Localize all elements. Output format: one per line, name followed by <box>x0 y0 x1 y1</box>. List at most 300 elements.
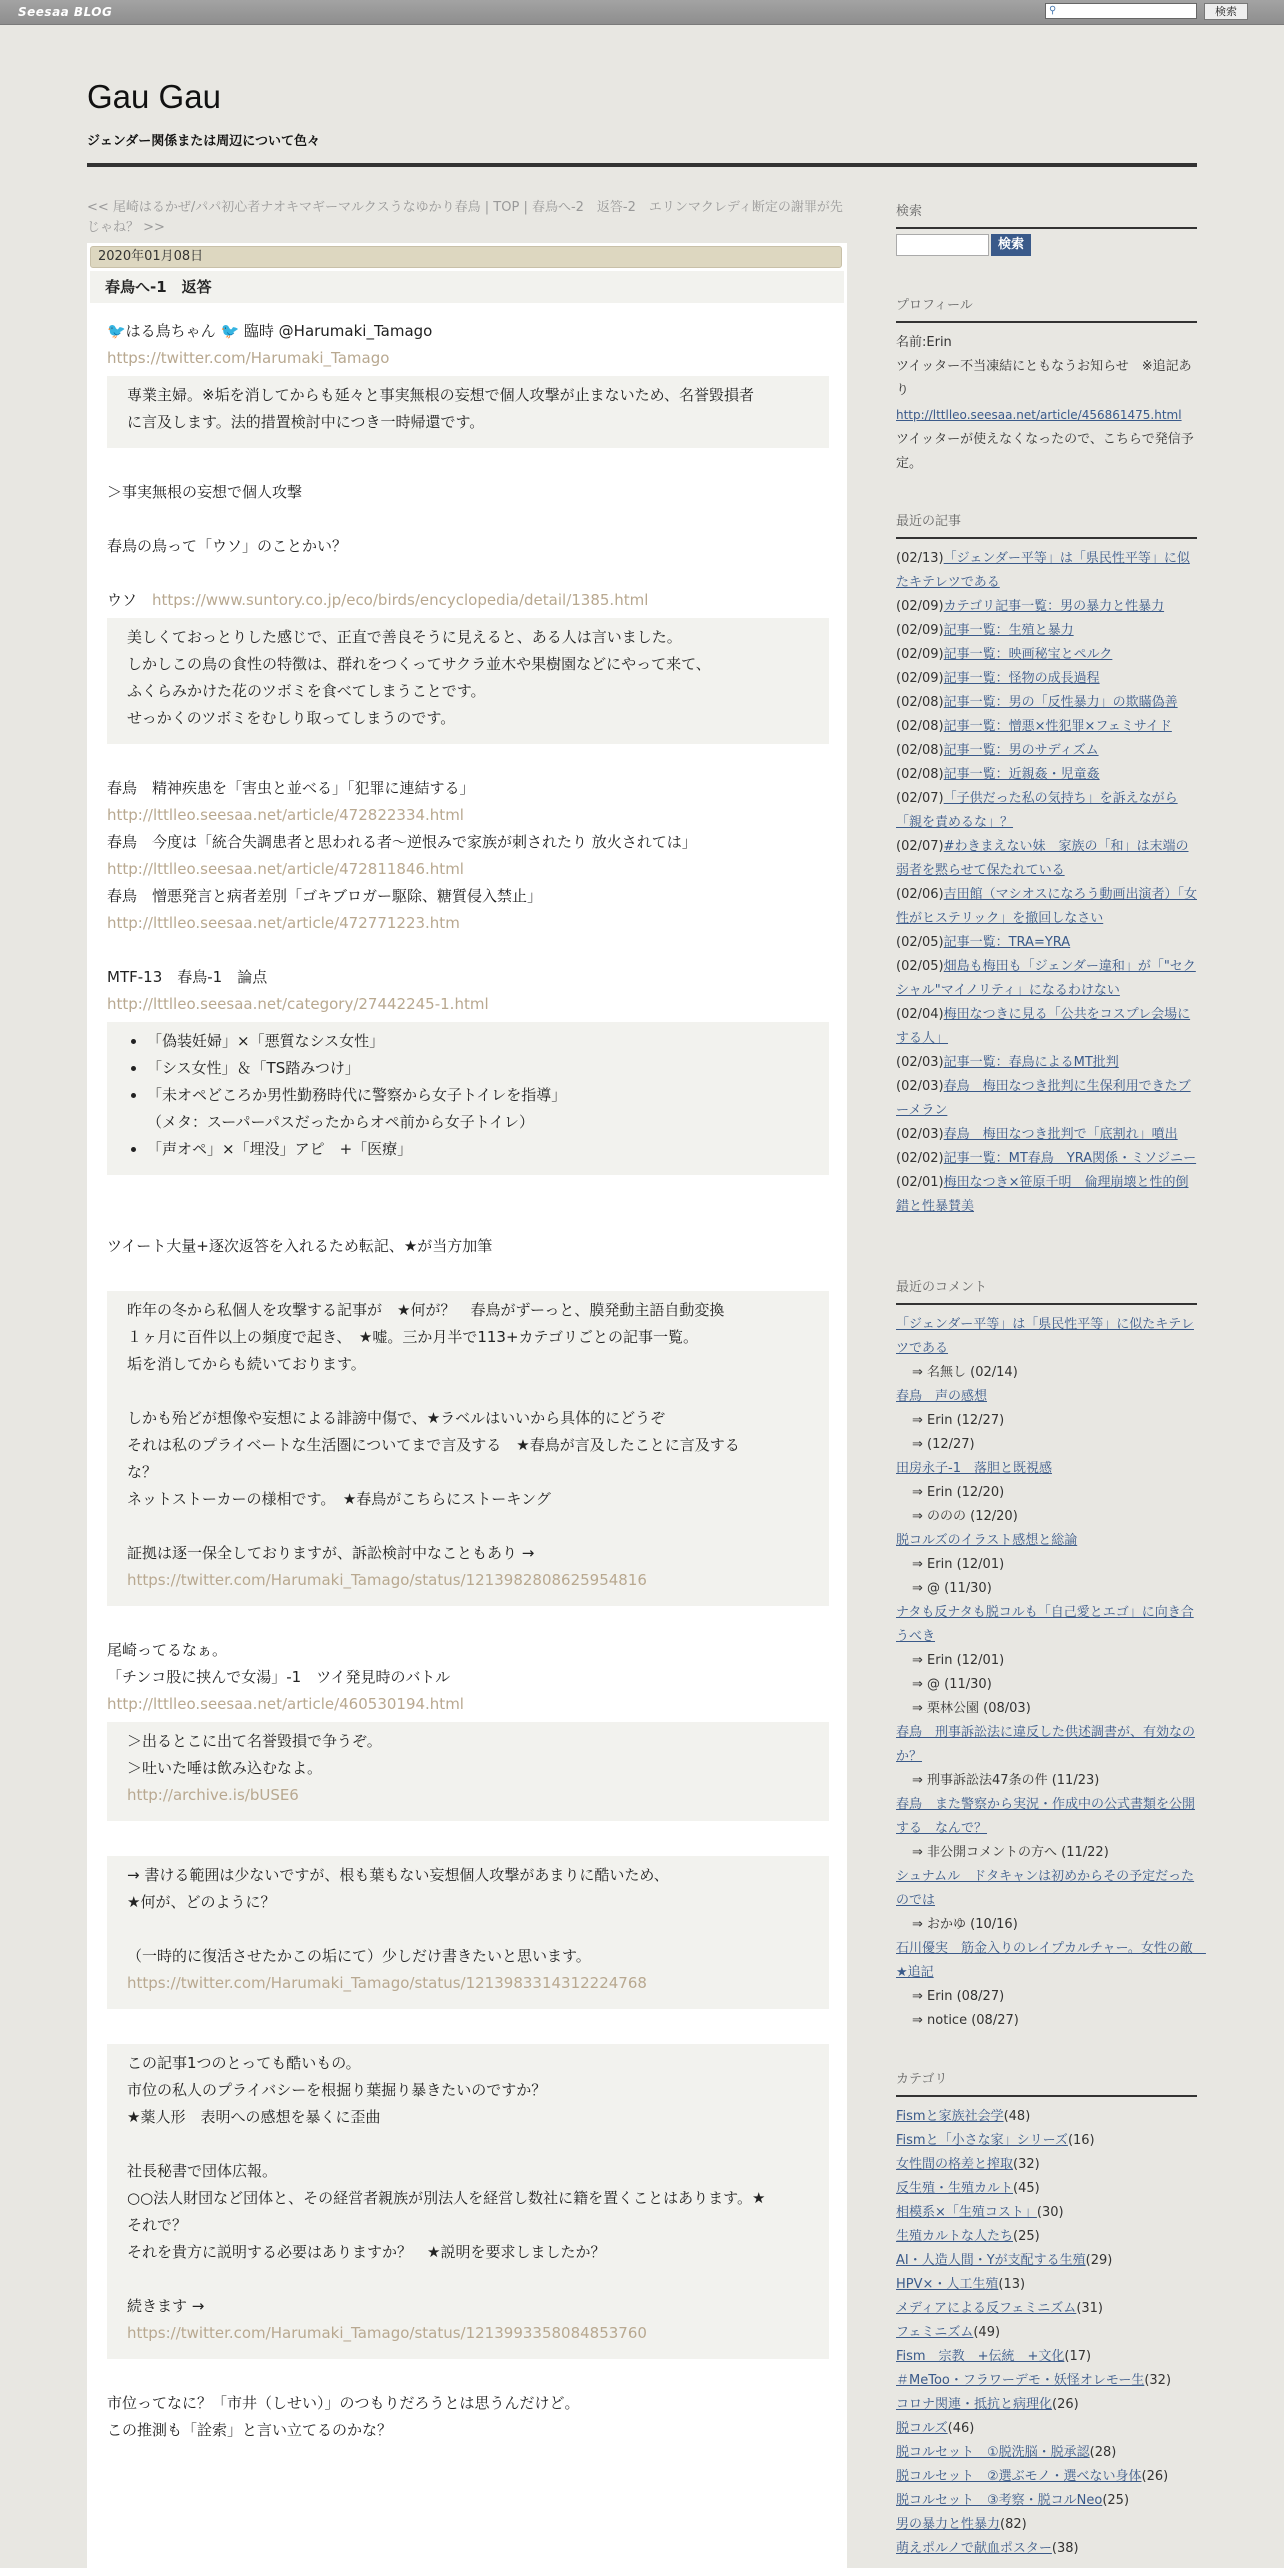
category-link[interactable]: 萌えポルノで献血ポスター <box>896 2541 1052 2556</box>
recent-post-link[interactable]: #わきまえない妹 家族の「和」は末端の弱者を黙らせて保たれている <box>896 839 1189 878</box>
category-count: (49) <box>973 2325 1001 2340</box>
text-line <box>127 624 809 651</box>
blockquote <box>107 376 829 448</box>
category-item <box>896 2441 1197 2465</box>
text-line <box>107 2390 829 2417</box>
text-line <box>107 1233 829 1260</box>
line-text: 春鳥の鳥って「ウソ」のことかい？ <box>107 537 348 555</box>
category-item <box>896 2177 1197 2201</box>
url-text[interactable]: http://lttlleo.seesaa.net/article/472771223.htm <box>107 914 460 932</box>
text-line <box>127 2266 809 2293</box>
comment-entry[interactable]: ⇒ (12/27) <box>912 1437 975 1452</box>
text-line <box>127 2050 809 2077</box>
line-text <box>127 1382 132 1400</box>
recent-post-item <box>896 787 1197 835</box>
line-text: ○○法人財団など団体と、その経営者親族が別法人を経営し数社に籍を置くことはあります。★ <box>127 2189 766 2207</box>
category-count: (29) <box>1085 2253 1113 2268</box>
comment-post-link[interactable]: シュナムル ドタキャンは初めからその予定だったのでは <box>896 1869 1195 1908</box>
line-text: 市位ってなに？「市井（しせい）」のつもりだろうとは思うんだけど。 <box>107 2394 580 2412</box>
species-link[interactable]: https://www.suntory.co.jp/eco/birds/encyclopedia/detail/1385.html <box>152 591 649 609</box>
recent-post-item <box>896 667 1197 691</box>
line-text: 春鳥 精神疾患を「害虫と並べる」「犯罪に連結する」 <box>107 779 475 797</box>
comment-post-link[interactable]: 石川優実 筋金入りのレイプカルチャー。女性の敵 ★追記 <box>896 1941 1206 1980</box>
category-item <box>896 2417 1197 2441</box>
url-text[interactable]: http://archive.is/bUSE6 <box>127 1786 299 1804</box>
recent-post-item <box>896 715 1197 739</box>
line-text <box>127 2135 132 2153</box>
recent-post-link[interactable]: 記事一覧：MT春鳥 YRA関係・ミソジニー <box>943 1151 1197 1166</box>
text-line <box>127 1916 809 1943</box>
quote-list <box>107 1022 829 1175</box>
topbar-search-button[interactable]: 検索 <box>1204 3 1248 20</box>
blank-line <box>107 1825 829 1852</box>
category-item <box>896 2129 1197 2153</box>
list-item: • 「シス女性」＆「TS踏みつけ」 <box>147 1055 809 1082</box>
category-count: (25) <box>1102 2493 1130 2508</box>
text-line <box>107 2417 829 2444</box>
recent-post-item <box>896 1003 1197 1051</box>
paragraph <box>107 1233 829 1260</box>
recent-post-link[interactable]: 梅田なつき×笹原千明 倫理崩壊と性的倒錯と性暴賛美 <box>896 1175 1189 1214</box>
recent-post-date: (02/02) <box>896 1151 944 1166</box>
sidebar-recent-comments <box>896 1276 1206 2033</box>
line-text: 昨年の冬から私個人を攻撃する記事が ★何が？ 春鳥がずーっと、膜発動主語自動変換 <box>127 1301 725 1319</box>
recent-post-link[interactable]: 記事一覧：男の「反性暴力」の欺瞞偽善 <box>943 695 1178 710</box>
link-url[interactable] <box>127 2320 809 2347</box>
link-url[interactable] <box>107 910 829 937</box>
text-line <box>127 1432 809 1459</box>
line-text: １ヶ月に百件以上の頻度で起き、 ★嘘。三か月半で113+カテゴリごとの記事一覧。 <box>127 1328 698 1346</box>
text-line <box>107 1637 829 1664</box>
paragraph <box>107 775 829 937</box>
url-text[interactable]: http://lttlleo.seesaa.net/article/460530194.html <box>107 1695 464 1713</box>
paragraph <box>107 479 829 506</box>
comment-entry[interactable]: ⇒ @ (11/30) <box>912 1581 992 1596</box>
line-text: しかも殆どが想像や妄想による誹謗中傷で、★ラベルはいいから具体的にどうぞ <box>127 1409 666 1427</box>
category-item <box>896 2201 1197 2225</box>
category-link[interactable]: HPV×・人工生殖 <box>896 2277 999 2292</box>
recent-post-item <box>896 619 1197 643</box>
recent-post-date: (02/08) <box>896 767 944 782</box>
line-text: 春鳥 憎悪発言と病者差別「ゴキブロガー駆除、糖質侵入禁止」 <box>107 887 543 905</box>
recent-post-item <box>896 739 1197 763</box>
recent-post-date: (02/09) <box>896 647 944 662</box>
bullet-list <box>127 1028 809 1163</box>
recent-post-date: (02/13) <box>896 551 944 566</box>
category-link[interactable]: 反生殖・生殖カルト <box>896 2181 1014 2196</box>
comment-entry[interactable]: ⇒ Erin (12/01) <box>912 1653 1005 1668</box>
category-link[interactable]: ＃MeToo・フラワーデモ・妖怪オレモー生 <box>896 2373 1145 2388</box>
text-line <box>107 587 829 614</box>
text-line <box>127 1378 809 1405</box>
line-text: それは私のプライベートな生活圏についてまで言及する ★春鳥が言及したことに言及する <box>127 1436 740 1454</box>
sidebar-search-section <box>896 200 1197 237</box>
text-line <box>127 409 809 436</box>
blank-line <box>107 748 829 775</box>
text-line <box>127 1889 809 1916</box>
category-link[interactable]: 脱コルセット ②選ぶモノ・選べない身体 <box>896 2469 1142 2484</box>
recent-post-date: (02/08) <box>896 743 944 758</box>
recent-post-date: (02/03) <box>896 1055 944 1070</box>
seesaa-blog-logo[interactable]: Seesaa BLOG <box>18 5 113 19</box>
blog-description: ジェンダー関係または周辺について色々 <box>87 134 320 149</box>
category-count: (13) <box>998 2277 1026 2292</box>
recent-post-link[interactable]: 記事一覧：映画秘宝とペルク <box>943 647 1113 662</box>
recent-post-link[interactable]: 春鳥 梅田なつき批判に生保利用できたブーメラン <box>896 1079 1191 1118</box>
text-line <box>107 318 829 345</box>
blank-line <box>107 1179 829 1206</box>
text-line <box>127 678 809 705</box>
category-link[interactable]: Fismと家族社会学 <box>896 2109 1004 2124</box>
text-line <box>127 2158 809 2185</box>
category-count: (31) <box>1076 2301 1103 2316</box>
blank-line <box>107 1260 829 1287</box>
line-text: ＞吐いた唾は飲み込むなよ。 <box>127 1759 323 1777</box>
category-item <box>896 2489 1197 2513</box>
link-url[interactable] <box>107 1691 829 1718</box>
category-count: (16) <box>1067 2133 1095 2148</box>
text-line <box>127 2077 809 2104</box>
text-line <box>127 2104 809 2131</box>
text-line <box>127 1862 809 1889</box>
blockquote <box>107 618 829 744</box>
profile-notice: ツイッター不当凍結にともなうお知らせ ※追記あり <box>896 359 1192 398</box>
article <box>87 243 847 2568</box>
text-line <box>107 775 829 802</box>
comment-entry[interactable]: ⇒ 非公開コメントの方へ (11/22) <box>912 1845 1109 1860</box>
sidebar-profile <box>896 294 1197 476</box>
line-text: 専業主婦。※垢を消してからも延々と事実無根の妄想で個人攻撃が止まないため、名誉毀損者 <box>127 386 754 404</box>
category-item <box>896 2345 1197 2369</box>
comment-post-link[interactable]: 春鳥 刑事訴訟法に違反した供述調書が、有効なのか？ <box>896 1725 1196 1764</box>
url-text[interactable]: https://twitter.com/Harumaki_Tamago/status/1213983314312224768 <box>127 1974 647 1992</box>
comment-entry[interactable]: ⇒ 栗林公園 (08/03) <box>912 1701 1031 1716</box>
comment-entry[interactable]: ⇒ 名無し (02/14) <box>912 1365 1018 1380</box>
url-text[interactable]: http://lttlleo.seesaa.net/article/472811846.html <box>107 860 464 878</box>
topbar-search-input[interactable] <box>1045 3 1197 19</box>
sidebar-search-title: 検索 <box>896 200 1197 229</box>
category-link[interactable]: 男の暴力と性暴力 <box>896 2517 1001 2532</box>
comment-entry[interactable]: ⇒ ののの (12/20) <box>912 1509 1018 1524</box>
recent-comments-title: 最近のコメント <box>896 1276 1197 1305</box>
recent-post-date: (02/09) <box>896 599 944 614</box>
category-item <box>896 2105 1197 2129</box>
post-navigation <box>87 198 847 238</box>
text-line <box>127 1728 809 1755</box>
comment-entry[interactable]: ⇒ 刑事訴訟法47条の件 (11/23) <box>912 1773 1100 1788</box>
recent-post-item <box>896 763 1197 787</box>
line-text: せっかくのツボミをむしり取ってしまうのです。 <box>127 709 456 727</box>
recent-post-item <box>896 835 1197 883</box>
category-count: (26) <box>1052 2397 1079 2412</box>
text-line <box>127 1486 809 1513</box>
line-text: この推測も「詮索」と言い立てるのかな？ <box>107 2421 393 2439</box>
line-text: MTF-13 春鳥-1 論点 <box>107 968 268 986</box>
sidebar-categories <box>896 2068 1197 2561</box>
recent-post-date: (02/05) <box>896 959 944 974</box>
link-url[interactable] <box>107 991 829 1018</box>
recent-post-link[interactable]: 「ジェンダー平等」は「県民性平等」に似たキテレツである <box>896 551 1190 590</box>
line-text: ウソ <box>107 591 153 609</box>
recent-post-link[interactable]: 記事一覧：憎悪×性犯罪×フェミサイド <box>943 719 1172 734</box>
recent-post-link[interactable]: 記事一覧：男のサディズム <box>943 743 1099 758</box>
line-text: 尾崎ってるなぁ。 <box>107 1641 228 1659</box>
category-count: (30) <box>1036 2205 1064 2220</box>
sidebar-recent-posts <box>896 510 1197 1219</box>
recent-post-link[interactable]: 「子供だった私の気持ち」を訴えながら「親を責めるな」？ <box>896 791 1178 830</box>
category-count: (38) <box>1051 2541 1079 2556</box>
category-item <box>896 2249 1197 2273</box>
blockquote <box>107 1722 829 1821</box>
recent-post-link[interactable]: 記事一覧：怪物の成長過程 <box>943 671 1100 686</box>
category-link[interactable]: フェミニズム <box>896 2325 974 2340</box>
recent-post-item <box>896 883 1197 931</box>
comment-entry[interactable]: ⇒ Erin (12/27) <box>912 1413 1005 1428</box>
comment-post-link[interactable]: ナタも反ナタも脱コルも「自己愛とエゴ」に向き合うべき <box>896 1605 1194 1644</box>
sidebar-search-input[interactable] <box>896 234 989 256</box>
comment-entry[interactable]: ⇒ Erin (12/01) <box>912 1557 1005 1572</box>
category-item <box>896 2225 1197 2249</box>
comment-post-link[interactable]: 春鳥 また警察から実況・作成中の公式書類を公開する なんで？ <box>896 1797 1196 1836</box>
category-link[interactable]: 相模系×「生殖コスト」 <box>896 2205 1037 2220</box>
recent-post-date: (02/08) <box>896 719 944 734</box>
text-line <box>127 1297 809 1324</box>
category-link[interactable]: メディアによる反フェミニズム <box>896 2301 1077 2316</box>
category-count: (82) <box>1000 2517 1027 2532</box>
recent-post-link[interactable]: 梅田なつきに見る「公共をコスプレ会場にする人」 <box>896 1007 1191 1046</box>
line-text: ★薬人形 表明への感想を暴くに歪曲 <box>127 2108 381 2126</box>
search-icon: ⚲ <box>1049 5 1057 16</box>
text-line <box>127 1324 809 1351</box>
profile-link[interactable]: http://lttlleo.seesaa.net/article/456861475.html <box>896 408 1182 422</box>
text-line <box>107 479 829 506</box>
recent-post-item <box>896 691 1197 715</box>
comment-entry[interactable]: ⇒ おかゆ (10/16) <box>912 1917 1018 1932</box>
line-text: それを貴方に説明する必要はありますか？ ★説明を要求しましたか？ <box>127 2243 606 2261</box>
category-item <box>896 2297 1197 2321</box>
text-line <box>107 829 829 856</box>
text-line <box>107 964 829 991</box>
link-url[interactable] <box>107 856 829 883</box>
category-item <box>896 2513 1197 2537</box>
category-count: (26) <box>1141 2469 1169 2484</box>
line-text: 証拠は逐一保全しておりますが、訴訟検討中なこともあり → <box>127 1544 535 1562</box>
url-text[interactable]: https://twitter.com/Harumaki_Tamago <box>107 349 390 367</box>
category-link[interactable]: Fism 宗教 +伝統 +文化 <box>896 2349 1065 2364</box>
category-link[interactable]: 生殖カルトな人たち <box>896 2229 1014 2244</box>
line-text: → 書ける範囲は少ないですが、根も葉もない妄想個人攻撃があまりに酷いため、 <box>127 1866 669 1884</box>
line-text: 春鳥 今度は「統合失調患者と思われる者～逆恨みで家族が刺されたり 放火されては」 <box>107 833 697 851</box>
recent-post-date: (02/09) <box>896 671 944 686</box>
url-text[interactable]: http://lttlleo.seesaa.net/article/472822334.html <box>107 806 464 824</box>
recent-post-item <box>896 955 1197 1003</box>
seesaa-topbar <box>0 0 1284 25</box>
text-line <box>107 1664 829 1691</box>
text-line <box>127 1513 809 1540</box>
text-line <box>127 1755 809 1782</box>
comment-post-link[interactable]: 春鳥 声の感想 <box>896 1389 988 1404</box>
category-link[interactable]: 女性間の格差と搾取 <box>896 2157 1014 2172</box>
recent-post-date: (02/03) <box>896 1127 944 1142</box>
categories-title: カテゴリ <box>896 2068 1197 2097</box>
blog-title[interactable]: Gau Gau <box>87 78 221 115</box>
post-title[interactable]: 春鳥へ-1 返答 <box>90 271 844 303</box>
recent-post-link[interactable]: 吉田館（マシオスになろう動画出演者）「女性がヒステリック」を撤回しなさい <box>896 887 1197 926</box>
paragraph <box>107 318 829 372</box>
line-text: ★何が、どのように？ <box>127 1893 276 1911</box>
recent-post-date: (02/07) <box>896 839 944 854</box>
category-count: (28) <box>1089 2445 1117 2460</box>
link-url[interactable] <box>107 802 829 829</box>
list-item: • 「偽装妊婦」×「悪質なシス女性」 <box>147 1028 809 1055</box>
line-text: ふくらみかけた花のツボミを食べてしまうことです。 <box>127 682 486 700</box>
category-item <box>896 2369 1197 2393</box>
blockquote <box>107 1856 829 2009</box>
text-line <box>127 705 809 732</box>
recent-post-date: (02/04) <box>896 1007 944 1022</box>
recent-post-date: (02/07) <box>896 791 944 806</box>
category-link[interactable]: コロナ関連・抵抗と病理化 <box>896 2397 1053 2412</box>
category-count: (46) <box>947 2421 975 2436</box>
header-divider <box>87 163 1197 167</box>
paragraph <box>107 587 829 614</box>
text-line <box>127 1943 809 1970</box>
text-line <box>127 1459 809 1486</box>
line-text: 🐦はる鳥ちゃん 🐦 臨時 @Harumaki_Tamago <box>107 322 433 340</box>
recent-post-item <box>896 1051 1197 1075</box>
text-line <box>127 2239 809 2266</box>
top-link[interactable]: TOP <box>493 200 520 215</box>
link-url[interactable] <box>127 1782 809 1809</box>
comment-post-link[interactable]: 脱コルズのイラスト感想と総論 <box>896 1533 1078 1548</box>
recent-post-link[interactable]: 記事一覧：近親姦・児童姦 <box>943 767 1100 782</box>
line-text: 「チンコ股に挟んで女湯」-1 ツイ発見時のバトル <box>107 1668 451 1686</box>
line-text: （一時的に復活させたかこの垢にて）少しだけ書きたいと思います。 <box>127 1947 591 1965</box>
text-line <box>127 1405 809 1432</box>
line-text <box>127 1920 132 1938</box>
category-link[interactable]: 脱コルセット ①脱洗脳・脱承認 <box>896 2445 1090 2460</box>
line-text: 続きます → <box>127 2297 205 2315</box>
line-text: 垢を消してからも続いております。 <box>127 1355 366 1373</box>
recent-post-date: (02/01) <box>896 1175 944 1190</box>
text-line <box>127 651 809 678</box>
recent-post-item <box>896 547 1197 595</box>
category-count: (48) <box>1003 2109 1031 2124</box>
text-line <box>127 2293 809 2320</box>
next-post-link[interactable]: 春鳥へ-2 返答-2 エリンマクレディ断定の謝罪が先じゃね？ >> <box>87 200 843 235</box>
recent-post-link[interactable]: カテゴリ記事一覧：男の暴力と性暴力 <box>943 599 1165 614</box>
prev-post-link[interactable]: << 尾崎はるかぜ/パパ初心者ナオキマギーマルクスうなゆかり春鳥 | <box>87 200 494 215</box>
category-item <box>896 2465 1197 2489</box>
recent-post-date: (02/05) <box>896 935 944 950</box>
line-text: しかしこの鳥の食性の特徴は、群れをつくってサクラ並木や果樹園などにやって来て、 <box>127 655 711 673</box>
link-url[interactable] <box>127 1970 809 1997</box>
recent-post-date: (02/06) <box>896 887 944 902</box>
line-text: ＞事実無根の妄想で個人攻撃 <box>107 483 303 501</box>
line-text <box>127 1517 132 1535</box>
paragraph <box>107 1637 829 1718</box>
recent-post-item <box>896 1171 1197 1219</box>
category-link[interactable]: 脱コルズ <box>896 2421 948 2436</box>
blank-line <box>107 452 829 479</box>
category-link[interactable]: AI・人造人間・Yが支配する生殖 <box>896 2253 1086 2268</box>
list-item: • 「声オペ」×「埋没」アピ +「医療」 <box>147 1136 809 1163</box>
url-text[interactable]: http://lttlleo.seesaa.net/category/27442245-1.html <box>107 995 489 1013</box>
text-line <box>127 382 809 409</box>
blank-line <box>107 1206 829 1233</box>
comment-entry[interactable]: ⇒ @ (11/30) <box>912 1677 992 1692</box>
url-text[interactable]: https://twitter.com/Harumaki_Tamago/status/1213982808625954816 <box>127 1571 647 1589</box>
paragraph <box>107 964 829 1018</box>
blank-line <box>107 560 829 587</box>
line-text: それで？ <box>127 2216 188 2234</box>
category-item <box>896 2321 1197 2345</box>
paragraph <box>107 2390 829 2444</box>
line-text: な？ <box>127 1463 158 1481</box>
recent-post-item <box>896 1123 1197 1147</box>
list-item: • 「未オペどころか男性勤務時代に警察から女子トイレを指導」 （メタ：スーパーパスだったからオペ前から女子トイレ） <box>147 1082 809 1136</box>
category-link[interactable]: Fismと「小さな家」シリーズ <box>896 2133 1068 2148</box>
comment-post-link[interactable]: 田房永子-1 落胆と既視感 <box>896 1461 1052 1476</box>
category-link[interactable]: 脱コルセット ③考察・脱コルNeo <box>896 2493 1103 2508</box>
text-line <box>127 1540 809 1567</box>
text-line <box>107 883 829 910</box>
category-item <box>896 2537 1197 2561</box>
comment-entry[interactable]: ⇒ Erin (12/20) <box>912 1485 1005 1500</box>
recent-post-link[interactable]: 記事一覧：生殖と暴力 <box>943 623 1074 638</box>
comment-entry[interactable]: ⇒ notice (08/27) <box>912 2013 1019 2028</box>
link-url[interactable] <box>107 345 829 372</box>
profile-tail: ツイッターが使えなくなったので、こちらで発信予定。 <box>896 432 1194 471</box>
text-line <box>127 2212 809 2239</box>
recent-post-date: (02/03) <box>896 1079 944 1094</box>
recent-post-item <box>896 1147 1197 1171</box>
url-text[interactable]: https://twitter.com/Harumaki_Tamago/status/1213993358084853760 <box>127 2324 647 2342</box>
profile-name: 名前:Erin <box>896 335 952 350</box>
recent-post-item <box>896 643 1197 667</box>
recent-post-link[interactable]: 畑島も梅田も「ジェンダー違和」が「"セクシャル"マイノリティ」になるわけない <box>896 959 1196 998</box>
line-text: この記事1つのとっても酷いもの。 <box>127 2054 361 2072</box>
line-text: に言及します。法的措置検討中につき一時帰還です。 <box>127 413 485 431</box>
blank-line <box>107 506 829 533</box>
category-count: (32) <box>1144 2373 1172 2388</box>
paragraph <box>107 533 829 560</box>
blank-line <box>107 2363 829 2390</box>
text-line <box>107 533 829 560</box>
comment-entry[interactable]: ⇒ Erin (08/27) <box>912 1989 1005 2004</box>
sidebar-search-button[interactable]: 検索 <box>991 234 1031 256</box>
category-count: (17) <box>1064 2349 1092 2364</box>
recent-post-link[interactable]: 記事一覧：TRA=YRA <box>943 935 1071 950</box>
blank-line <box>107 2013 829 2040</box>
comment-post-link[interactable]: 「ジェンダー平等」は「県民性平等」に似たキテレツである <box>896 1317 1194 1356</box>
line-text: 市位の私人のプライバシーを根掘り葉掘り暴きたいのですか？ <box>127 2081 547 2099</box>
category-count: (25) <box>1013 2229 1040 2244</box>
line-text: ツイート大量+逐次返答を入れるため転記、★が当方加筆 <box>107 1237 493 1255</box>
line-text: ＞出るとこに出て名誉毀損で争うぞ。 <box>127 1732 382 1750</box>
recent-post-link[interactable]: 記事一覧：春鳥によるMT批判 <box>943 1055 1119 1070</box>
profile-title: プロフィール <box>896 294 1197 323</box>
post-body <box>107 318 829 2444</box>
blockquote <box>107 1291 829 1606</box>
text-line <box>127 2185 809 2212</box>
recent-post-link[interactable]: 春鳥 梅田なつき批判で「底割れ」噴出 <box>943 1127 1178 1142</box>
nav-separator: | <box>519 200 532 215</box>
line-text: 社長秘書で団体広報。 <box>127 2162 278 2180</box>
line-text <box>127 2270 132 2288</box>
link-url[interactable] <box>127 1567 809 1594</box>
recent-posts-title: 最近の記事 <box>896 510 1197 539</box>
